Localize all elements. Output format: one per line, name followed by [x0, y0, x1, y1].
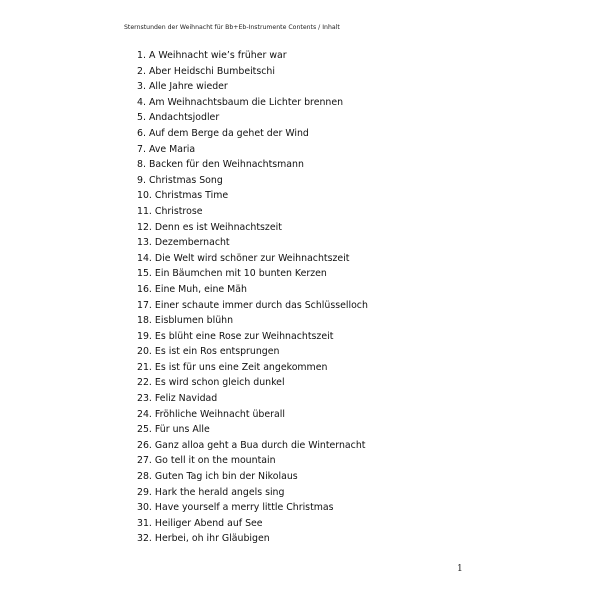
toc-item-title: Go tell it on the mountain: [154, 455, 276, 467]
toc-item-title: A Weihnacht wie’s früher war: [148, 50, 287, 61]
toc-item-title: Am Weihnachtsbaum die Lichter brennen: [148, 96, 344, 108]
toc-item-title: Andachtsjodler: [148, 112, 220, 124]
toc-item-title: Einer schaute immer durch das Schlüsselloch: [154, 299, 368, 311]
toc-item-title: Ave Maria: [148, 143, 196, 155]
toc-item-number: 3.: [137, 81, 146, 93]
toc-item: [137, 64, 368, 80]
toc-item-title: Guten Tag ich bin der Nikolaus: [154, 471, 298, 483]
toc-item: [137, 407, 368, 423]
toc-item: [137, 391, 368, 407]
toc-item: [137, 204, 368, 220]
toc-item-number: 19.: [137, 330, 152, 342]
toc-item: [137, 438, 368, 454]
toc-item: [137, 48, 368, 64]
toc-item-title: Es ist für uns eine Zeit angekommen: [154, 361, 328, 373]
toc-item: [137, 142, 368, 158]
toc-item-title: Ein Bäumchen mit 10 bunten Kerzen: [154, 268, 327, 280]
toc-item-number: 23.: [137, 393, 152, 405]
toc-item-title: Christrose: [154, 205, 203, 217]
toc-item-title: Alle Jahre wieder: [148, 81, 228, 93]
toc-item: [137, 157, 368, 173]
page-number: 1: [457, 564, 463, 574]
toc-item-title: Denn es ist Weihnachtszeit: [154, 221, 282, 233]
toc-item: [137, 469, 368, 485]
toc-item: [137, 453, 368, 469]
toc-item-title: Feliz Navidad: [154, 393, 218, 405]
toc-item-title: Es wird schon gleich dunkel: [154, 377, 285, 389]
toc-item: [137, 329, 368, 345]
toc-item-title: Für uns Alle: [154, 424, 210, 436]
toc-item: [137, 313, 368, 329]
toc-item-number: 11.: [137, 205, 152, 217]
toc-item-number: 5.: [137, 112, 146, 124]
toc-item: [137, 298, 368, 314]
toc-item-number: 18.: [137, 315, 152, 327]
toc-item-title: Ganz alloa geht a Bua durch die Winternacht: [154, 439, 366, 451]
toc-item: [137, 126, 368, 142]
toc-item-number: 9.: [137, 174, 146, 186]
toc-item-number: 24.: [137, 408, 152, 420]
toc-item: [137, 485, 368, 501]
toc-item-title: Christmas Song: [148, 174, 223, 186]
toc-item-title: Aber Heidschi Bumbeitschi: [148, 65, 275, 77]
toc-item-title: Es blüht eine Rose zur Weihnachtszeit: [154, 330, 334, 342]
toc-item-number: 8.: [137, 159, 146, 171]
toc-item: [137, 375, 368, 391]
toc-item: [137, 95, 368, 111]
toc-item-title: Christmas Time: [154, 190, 229, 202]
toc-item-title: Heiliger Abend auf See: [154, 517, 263, 529]
toc-item-title: Die Welt wird schöner zur Weihnachtszeit: [154, 252, 350, 264]
toc-item-number: 30.: [137, 502, 152, 514]
toc-item-number: 6.: [137, 127, 146, 139]
toc-item-title: Es ist ein Ros entsprungen: [154, 346, 280, 358]
table-of-contents: [137, 48, 368, 547]
toc-item: [137, 422, 368, 438]
toc-item: [137, 110, 368, 126]
toc-item-number: 14.: [137, 252, 152, 264]
toc-item-title: Auf dem Berge da gehet der Wind: [148, 127, 309, 139]
toc-item-number: 17.: [137, 299, 152, 311]
toc-item: [137, 282, 368, 298]
toc-item-title: Have yourself a merry little Christmas: [154, 502, 334, 514]
toc-item: [137, 220, 368, 236]
toc-item-number: 29.: [137, 486, 152, 498]
toc-item-number: 25.: [137, 424, 152, 436]
toc-item-number: 10.: [137, 190, 152, 202]
toc-item-number: 26.: [137, 439, 152, 451]
toc-item-title: Dezembernacht: [154, 237, 230, 249]
toc-item-number: 21.: [137, 361, 152, 373]
toc-item-number: 15.: [137, 268, 152, 280]
page-header: Sternstunden der Weihnacht für Bb+Eb-Instrumente Contents / Inhalt: [124, 24, 340, 31]
toc-item-title: Eine Muh, eine Mäh: [154, 283, 247, 295]
toc-item-number: 20.: [137, 346, 152, 358]
toc-item-number: 28.: [137, 471, 152, 483]
toc-item-number: 31.: [137, 517, 152, 529]
toc-item-title: Hark the herald angels sing: [154, 486, 285, 498]
toc-item-title: Eisblumen blühn: [154, 315, 234, 327]
toc-item-number: 1.: [137, 50, 146, 61]
toc-item: [137, 344, 368, 360]
toc-item-title: Fröhliche Weihnacht überall: [154, 408, 285, 420]
toc-item: [137, 79, 368, 95]
toc-item-number: 27.: [137, 455, 152, 467]
toc-item: [137, 251, 368, 267]
toc-item: [137, 516, 368, 532]
toc-item: [137, 266, 368, 282]
toc-item-number: 12.: [137, 221, 152, 233]
toc-item: [137, 173, 368, 189]
toc-item-title: Backen für den Weihnachtsmann: [148, 159, 304, 171]
toc-item-number: 4.: [137, 96, 146, 108]
toc-item: [137, 235, 368, 251]
toc-item: [137, 500, 368, 516]
toc-item-number: 2.: [137, 65, 146, 77]
toc-item-number: 13.: [137, 237, 152, 249]
toc-item-number: 16.: [137, 283, 152, 295]
toc-item-title: Herbei, oh ihr Gläubigen: [154, 533, 270, 545]
toc-item-number: 7.: [137, 143, 146, 155]
toc-item: [137, 531, 368, 547]
toc-item-number: 32.: [137, 533, 152, 545]
toc-item: [137, 188, 368, 204]
toc-item-number: 22.: [137, 377, 152, 389]
toc-item: [137, 360, 368, 376]
